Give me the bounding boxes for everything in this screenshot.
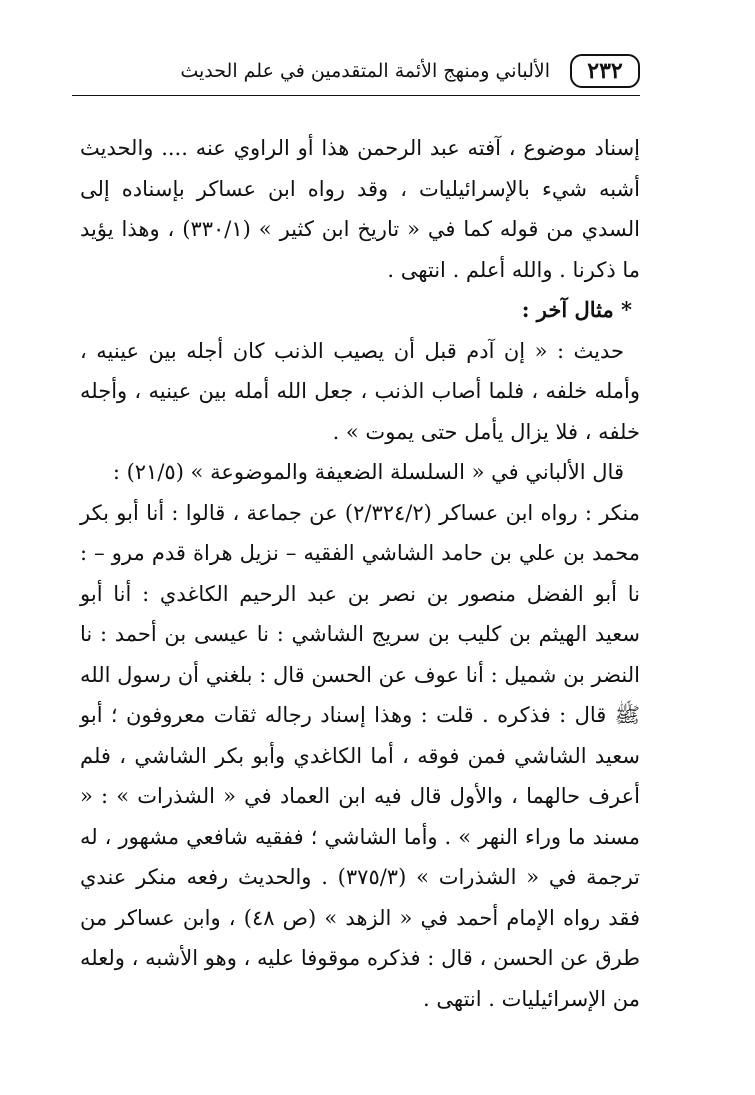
page-header	[72, 50, 640, 96]
section-heading: * مثال آخر :	[521, 297, 632, 322]
paragraph-isnad: منكر : رواه ابن عساكر (٢/٣٢٤/٢) عن جماعة ، قالوا : أنا أبو بكر محمد بن علي بن حامد الشاشي الفقيه – نزيل هراة قدم مرو – : نا أبو الفضل منصور بن نصر بن عبد الرحيم الكاغدي : أنا أبو سعيد الهيثم بن كليب بن سريج الشاشي : نا عيسى بن أحمد : نا النضر بن شميل : أنا عوف عن الحسن قال : بلغني أن رسول الله ﷺ قال : فذكره . قلت : وهذا إسناد رجاله ثقات معروفون ؛ أبو سعيد الشاشي فمن فوقه ، أما الكاغدي وأبو بكر الشاشي ، فلم أعرف حالهما ، والأول قال فيه ابن العماد في « الشذرات » : « مسند ما وراء النهر » . وأما الشاشي ؛ ففقيه شافعي مشهور ، له ترجمة في « الشذرات » (٣٧٥/٣) . والحديث رفعه منكر عندي فقد رواه الإمام أحمد في « الزهد » (ص ٤٨) ، وابن عساكر من طرق عن الحسن ، قال : فذكره موقوفا عليه ، وهو الأشبه ، ولعله من الإسرائيليات . انتهى .	[80, 500, 640, 1011]
paragraph-1: إسناد موضوع ، آفته عبد الرحمن هذا أو الراوي عنه .... والحديث أشبه شيء بالإسرائيليات ، وقد رواه ابن عساكر بإسناده إلى السدي من قوله كما في « تاريخ ابن كثير » (٣٣٠/١) ، وهذا يؤيد ما ذكرنا . والله أعلم . انتهى .	[80, 136, 640, 282]
page-number: ٢٣٢	[570, 54, 640, 88]
paragraph-hadith: حديث : « إن آدم قبل أن يصيب الذنب كان أجله بين عينيه ، وأمله خلفه ، فلما أصاب الذنب ، جعل الله أمله بين عينيه ، وأجله خلفه ، فلا يزال يأمل حتى يموت » .	[80, 338, 640, 444]
paragraph-albani-quote: قال الألباني في « السلسلة الضعيفة والموضوعة » (٢١/٥) :	[112, 460, 624, 484]
header-rule	[72, 95, 640, 96]
page-body	[80, 128, 640, 1019]
running-title: الألباني ومنهج الأئمة المتقدمين في علم الحديث	[180, 60, 550, 82]
